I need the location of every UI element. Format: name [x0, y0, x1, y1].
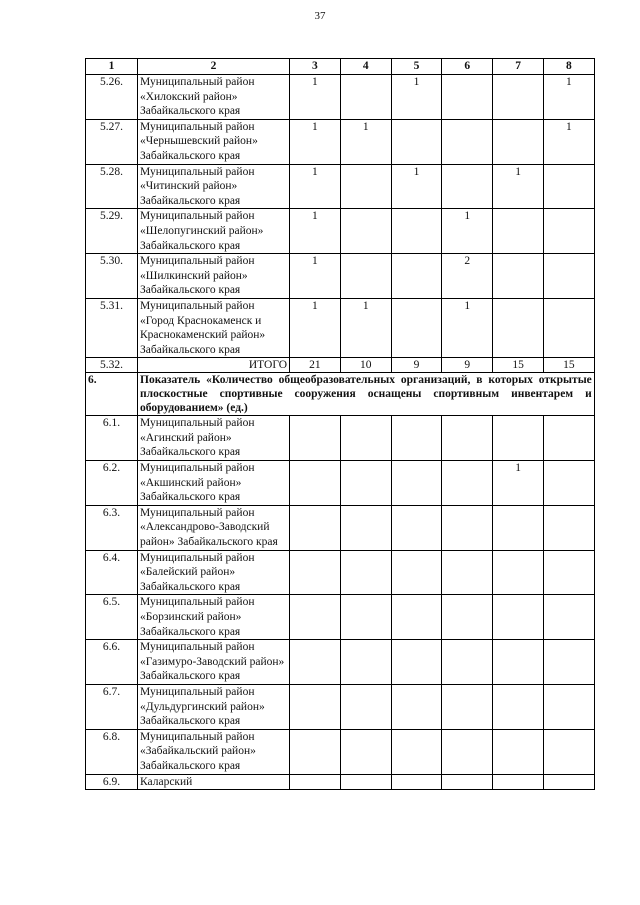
- row-number: 6.2.: [86, 461, 138, 506]
- value-cell: [340, 164, 391, 209]
- value-cell: [340, 729, 391, 774]
- value-cell: [391, 505, 442, 550]
- value-cell: 1: [493, 461, 544, 506]
- row-number: 5.31.: [86, 298, 138, 357]
- value-cell: [493, 774, 544, 790]
- value-cell: 1: [340, 119, 391, 164]
- header-cell: 2: [138, 59, 290, 75]
- total-value-cell: 15: [493, 358, 544, 373]
- value-cell: [391, 209, 442, 254]
- table-row: [86, 729, 595, 774]
- value-cell: [493, 729, 544, 774]
- value-cell: [493, 75, 544, 120]
- row-number: 6.7.: [86, 684, 138, 729]
- value-cell: [493, 119, 544, 164]
- value-cell: [493, 209, 544, 254]
- value-cell: 1: [442, 298, 493, 357]
- value-cell: [340, 75, 391, 120]
- total-value-cell: 10: [340, 358, 391, 373]
- value-cell: [290, 461, 341, 506]
- value-cell: [442, 595, 493, 640]
- value-cell: [543, 774, 594, 790]
- value-cell: [391, 254, 442, 299]
- value-cell: 1: [290, 209, 341, 254]
- table-row: [86, 75, 595, 120]
- value-cell: [340, 254, 391, 299]
- value-cell: [340, 209, 391, 254]
- value-cell: [442, 505, 493, 550]
- value-cell: [493, 254, 544, 299]
- table-header-row: [86, 59, 595, 75]
- value-cell: 1: [340, 298, 391, 357]
- value-cell: 1: [391, 75, 442, 120]
- value-cell: [290, 640, 341, 685]
- district-name: Муниципальный район «Борзинский район» Забайкальского края: [138, 595, 290, 640]
- district-name: Муниципальный район «Балейский район» Забайкальского края: [138, 550, 290, 595]
- value-cell: [543, 416, 594, 461]
- value-cell: [442, 75, 493, 120]
- value-cell: [493, 640, 544, 685]
- table-row: [86, 595, 595, 640]
- header-cell: 7: [493, 59, 544, 75]
- value-cell: [442, 164, 493, 209]
- table-row: [86, 119, 595, 164]
- header-cell: 1: [86, 59, 138, 75]
- row-number: 5.27.: [86, 119, 138, 164]
- row-number: 6.6.: [86, 640, 138, 685]
- value-cell: [543, 298, 594, 357]
- total-value-cell: 9: [391, 358, 442, 373]
- value-cell: 1: [543, 75, 594, 120]
- row-number: 5.28.: [86, 164, 138, 209]
- value-cell: 1: [290, 254, 341, 299]
- table-row: [86, 164, 595, 209]
- value-cell: [391, 119, 442, 164]
- row-number: 6.8.: [86, 729, 138, 774]
- value-cell: [543, 729, 594, 774]
- row-number: 5.32.: [86, 358, 138, 373]
- district-name: Муниципальный район «Александрово-Заводский район» Забайкальского края: [138, 505, 290, 550]
- district-name: Муниципальный район «Агинский район» Забайкальского края: [138, 416, 290, 461]
- total-label: ИТОГО: [138, 358, 290, 373]
- table-row: [86, 505, 595, 550]
- table-row: [86, 209, 595, 254]
- district-name: Муниципальный район «Акшинский район» Забайкальского края: [138, 461, 290, 506]
- value-cell: [442, 119, 493, 164]
- row-number: 5.26.: [86, 75, 138, 120]
- table-row: [86, 416, 595, 461]
- row-number: 6.1.: [86, 416, 138, 461]
- value-cell: [442, 461, 493, 506]
- value-cell: [290, 595, 341, 640]
- value-cell: [493, 416, 544, 461]
- value-cell: 2: [442, 254, 493, 299]
- table-row: [86, 298, 595, 357]
- value-cell: [340, 595, 391, 640]
- value-cell: [290, 774, 341, 790]
- value-cell: [290, 505, 341, 550]
- value-cell: [340, 461, 391, 506]
- value-cell: [543, 164, 594, 209]
- value-cell: [493, 595, 544, 640]
- value-cell: [493, 298, 544, 357]
- row-number: 6.5.: [86, 595, 138, 640]
- district-name: Муниципальный район «Дульдургинский район» Забайкальского края: [138, 684, 290, 729]
- value-cell: [290, 684, 341, 729]
- value-cell: [391, 774, 442, 790]
- table-row: [86, 640, 595, 685]
- value-cell: [290, 729, 341, 774]
- value-cell: 1: [493, 164, 544, 209]
- value-cell: [442, 550, 493, 595]
- value-cell: 1: [391, 164, 442, 209]
- value-cell: [493, 550, 544, 595]
- value-cell: 1: [543, 119, 594, 164]
- value-cell: [543, 209, 594, 254]
- value-cell: [391, 684, 442, 729]
- value-cell: 1: [290, 164, 341, 209]
- value-cell: 1: [442, 209, 493, 254]
- table-row: [86, 684, 595, 729]
- header-cell: 8: [543, 59, 594, 75]
- section-number: 6.: [86, 373, 138, 416]
- district-name: Муниципальный район «Город Краснокаменск и Краснокаменский район» Забайкальского края: [138, 298, 290, 357]
- value-cell: [442, 729, 493, 774]
- value-cell: [340, 416, 391, 461]
- section-row: [86, 373, 595, 416]
- table-row: [86, 461, 595, 506]
- district-name: Муниципальный район «Шилкинский район» Забайкальского края: [138, 254, 290, 299]
- value-cell: [543, 595, 594, 640]
- value-cell: [290, 416, 341, 461]
- total-value-cell: 15: [543, 358, 594, 373]
- value-cell: [391, 729, 442, 774]
- page-number: 37: [314, 10, 326, 22]
- value-cell: [442, 774, 493, 790]
- value-cell: [543, 254, 594, 299]
- total-row: [86, 358, 595, 373]
- value-cell: [391, 416, 442, 461]
- row-number: 5.29.: [86, 209, 138, 254]
- table-row: [86, 550, 595, 595]
- value-cell: [340, 684, 391, 729]
- district-name: Муниципальный район «Хилокский район» Забайкальского края: [138, 75, 290, 120]
- district-name: Муниципальный район «Читинский район» Забайкальского края: [138, 164, 290, 209]
- total-value-cell: 9: [442, 358, 493, 373]
- header-cell: 4: [340, 59, 391, 75]
- value-cell: [493, 684, 544, 729]
- district-name: Муниципальный район «Забайкальский район» Забайкальского края: [138, 729, 290, 774]
- header-cell: 6: [442, 59, 493, 75]
- value-cell: [391, 298, 442, 357]
- value-cell: [290, 550, 341, 595]
- value-cell: [543, 505, 594, 550]
- row-number: 6.9.: [86, 774, 138, 790]
- value-cell: [543, 550, 594, 595]
- header-cell: 5: [391, 59, 442, 75]
- value-cell: 1: [290, 298, 341, 357]
- table-body: [86, 59, 595, 790]
- value-cell: 1: [290, 75, 341, 120]
- value-cell: 1: [290, 119, 341, 164]
- value-cell: [442, 684, 493, 729]
- value-cell: [340, 505, 391, 550]
- value-cell: [543, 461, 594, 506]
- document-table: [85, 58, 595, 790]
- header-cell: 3: [290, 59, 341, 75]
- value-cell: [391, 461, 442, 506]
- table-row: [86, 254, 595, 299]
- table-row: [86, 774, 595, 790]
- value-cell: [493, 505, 544, 550]
- row-number: 5.30.: [86, 254, 138, 299]
- value-cell: [543, 684, 594, 729]
- value-cell: [340, 774, 391, 790]
- value-cell: [543, 640, 594, 685]
- district-name: Каларский: [138, 774, 290, 790]
- value-cell: [442, 416, 493, 461]
- total-value-cell: 21: [290, 358, 341, 373]
- value-cell: [340, 640, 391, 685]
- section-title: Показатель «Количество общеобразовательных организаций, в которых открытые плоскостные спортивные сооружения оснащены спортивным инвентарем и оборудованием» (ед.): [138, 373, 595, 416]
- value-cell: [442, 640, 493, 685]
- district-name: Муниципальный район «Газимуро-Заводский район» Забайкальского края: [138, 640, 290, 685]
- district-name: Муниципальный район «Шелопугинский район» Забайкальского края: [138, 209, 290, 254]
- value-cell: [340, 550, 391, 595]
- row-number: 6.4.: [86, 550, 138, 595]
- value-cell: [391, 640, 442, 685]
- value-cell: [391, 595, 442, 640]
- value-cell: [391, 550, 442, 595]
- district-name: Муниципальный район «Чернышевский район» Забайкальского края: [138, 119, 290, 164]
- row-number: 6.3.: [86, 505, 138, 550]
